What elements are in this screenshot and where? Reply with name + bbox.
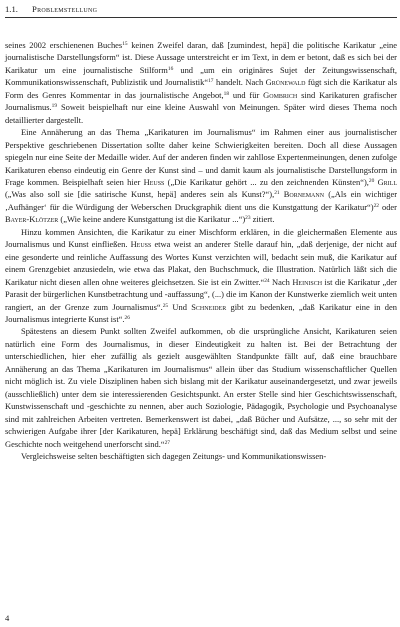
author-name: Bornemann bbox=[283, 189, 325, 200]
text-run: gibt zu bedenken, „daß Karikatur eine in den Journalismus integrierte Kunst ist“. bbox=[5, 301, 397, 324]
text-run: zitiert. bbox=[250, 214, 275, 225]
section-title: Problemstellung bbox=[32, 4, 98, 14]
text-run: Spätestens an diesem Punkt sollten Zweifel aufkommen, ob die ursprüngliche Ansicht, Karikaturen seien natürlich eine Form des Journalismus, in dieser Eindeutigkeit zu halten ist. Bei der Betrachtung der unterschiedlichen, hier eher zufällig als gezielt ausgewählten Standpunkte fällt auf, daß eine brauchbare Annäherung an das Thema „Karikaturen im Journalismus“ allein über das Studium wissenschaftlicher Quellen nicht möglich ist. Zu viele Disziplinen haben sich bislang mit der Karikatur auseinandergesetzt, und zwar jeweils (ausschließlich) unter dem sie interessierenden Gesichtspunkt. An erster Stelle sind hier Geschichtswissenschaft, Kunstwissenschaft und -geschichte zu nennen, aber auch Soziologie, Pädagogik, Psychologie und Psychoanalyse sind mit zahlreichen Arbeiten vertreten. Bemerkenswert ist dabei, „daß Bücher und Aufsätze, ..., so sehr mit der schwierigen Aufgabe ihrer [der Karikaturen, hepä] Erklärung beschäftigt sind, daß das Medium selbst und seine Geschichte noch weitgehend unerforscht sind.“ bbox=[5, 326, 397, 449]
body-text bbox=[5, 39, 397, 462]
text-run: Vergleichsweise selten beschäftigten sich dagegen Zeitungs- und Kommunikationswissen- bbox=[21, 450, 327, 461]
author-name: Heuss bbox=[143, 176, 165, 187]
footnote-marker: 21 bbox=[274, 190, 280, 197]
text-run: sind Karikaturen grafischer Journalismus. bbox=[5, 89, 397, 113]
text-run: Nach bbox=[269, 276, 293, 287]
footnote-marker: 27 bbox=[164, 439, 170, 446]
paragraph bbox=[5, 450, 397, 462]
footnote-marker: 18 bbox=[223, 90, 230, 97]
text-run: oder bbox=[379, 201, 397, 212]
text-run: („Was also soll sie [die satirische Kunst, hepä] anderes sein als Kunst?“), bbox=[5, 189, 275, 200]
author-name: Heinisch bbox=[292, 276, 323, 287]
footnote-marker: 19 bbox=[51, 103, 58, 110]
paragraph bbox=[5, 39, 397, 126]
author-name: Bayer-Klötzer bbox=[5, 214, 59, 225]
text-run: Hinzu kommen Ansichten, die Karikatur zu einer Mischform erklären, in die gleichermaßen Elemente aus Journalismus und Kunst einfließen. bbox=[5, 226, 397, 250]
text-run: Soweit beispielhaft nur eine kleine Auswahl von Meinungen. Später wird dieses Thema noch detaillierter dargestellt. bbox=[5, 102, 397, 125]
footnote-marker: 24 bbox=[264, 277, 270, 284]
text-run: fügt sich die Karikatur als Form des Genres Kommentar in das journalistische Angebot, bbox=[5, 77, 397, 100]
text-run: und für bbox=[229, 89, 264, 100]
text-run: („Wie keine andere Kunstgattung ist die Karikatur ...“) bbox=[58, 214, 246, 225]
text-run: ist die Karikatur „der Parasit der bürgerlichen Kunstbetrachtung und -auffassung“, (...) die im Kanon der Kunstwerke ziemlich weit unten rangiert, an der Grenze zum Journalismus“. bbox=[5, 276, 397, 312]
footnote-marker: 22 bbox=[373, 202, 379, 209]
text-run: Und bbox=[168, 301, 192, 312]
text-run: handelt. Nach bbox=[213, 77, 266, 88]
footnote-marker: 17 bbox=[208, 78, 214, 85]
footnote-marker: 16 bbox=[167, 65, 174, 72]
footnote-marker: 25 bbox=[162, 302, 169, 309]
text-run: seines 2002 erschienenen Buches bbox=[5, 40, 123, 50]
text-run: („Als ein wichtiger ‚Aufhänger‘ für die Würdigung der Weberschen Druckgraphik dient uns die Kunstgattung der Karikatur“) bbox=[5, 189, 398, 212]
footnote-marker: 23 bbox=[245, 215, 251, 222]
author-name: Heuss bbox=[130, 239, 152, 250]
author-name: Schneider bbox=[191, 301, 227, 312]
paragraph bbox=[5, 325, 397, 450]
author-name: Grünewald bbox=[265, 77, 306, 88]
page-number: 4 bbox=[5, 613, 10, 623]
section-number: 1.1. bbox=[5, 4, 18, 14]
text-run: etwa weist an anderer Stelle darauf hin, „daß derjenige, der nicht auf eine gesonderte und reinliche Auffassung des Wortes Kunst verzichten will, bedacht sein muß, die Karikatur auf einem Grenzgebiet anzusiedeln, wie etwa das Plakat, den Buchschmuck, die Illustration. Natürlich läßt sich die Karikatur nicht diesen allen ohne weiteres gleichsetzen. Sie ist ein Zwitter.“ bbox=[5, 239, 397, 287]
text-run: („Die Karikatur gehört ... zu den zeichnenden Künsten“), bbox=[164, 176, 369, 187]
author-name: Grill bbox=[377, 176, 398, 187]
author-name: Gombrich bbox=[263, 89, 298, 100]
paragraph bbox=[5, 226, 397, 326]
paragraph bbox=[5, 126, 397, 226]
footnote-marker: 15 bbox=[122, 41, 128, 47]
footnote-marker: 26 bbox=[124, 314, 130, 321]
footnote-marker: 20 bbox=[368, 177, 375, 184]
text-run: keinen Zweifel daran, daß [zumindest, hepä] die politische Karikatur „eine journalistische Darstellungsform“ ist. Diese Aussage unterstreicht er im Text, in dem er betont, daß es sich bei der Karikatur um eine journalistische Stilform bbox=[5, 40, 397, 75]
running-header bbox=[5, 3, 397, 18]
text-run: und „um ein originäres Sujet der Zeitungswissenschaft, Kommunikationswissenschaft, Publizistik und Journalistik“ bbox=[5, 64, 397, 88]
text-run: Eine Annäherung an das Thema „Karikaturen im Journalismus“ im Rahmen einer aus journalistischer Perspektive geschriebenen Dissertation sollte daher keine Schwierigkeiten bereiten. Doch all diese Aussagen spiegeln nur eine Seite der Medaille wider. Auf der anderen finden wir zahllose Expertenmeinungen, denen zufolge Karikaturen ebenso eindeutig ein Genre der Kunst sind – und damit kaum als journalistische Darstellungsform in Frage kommen. Beispielhaft seien hier bbox=[5, 127, 397, 187]
